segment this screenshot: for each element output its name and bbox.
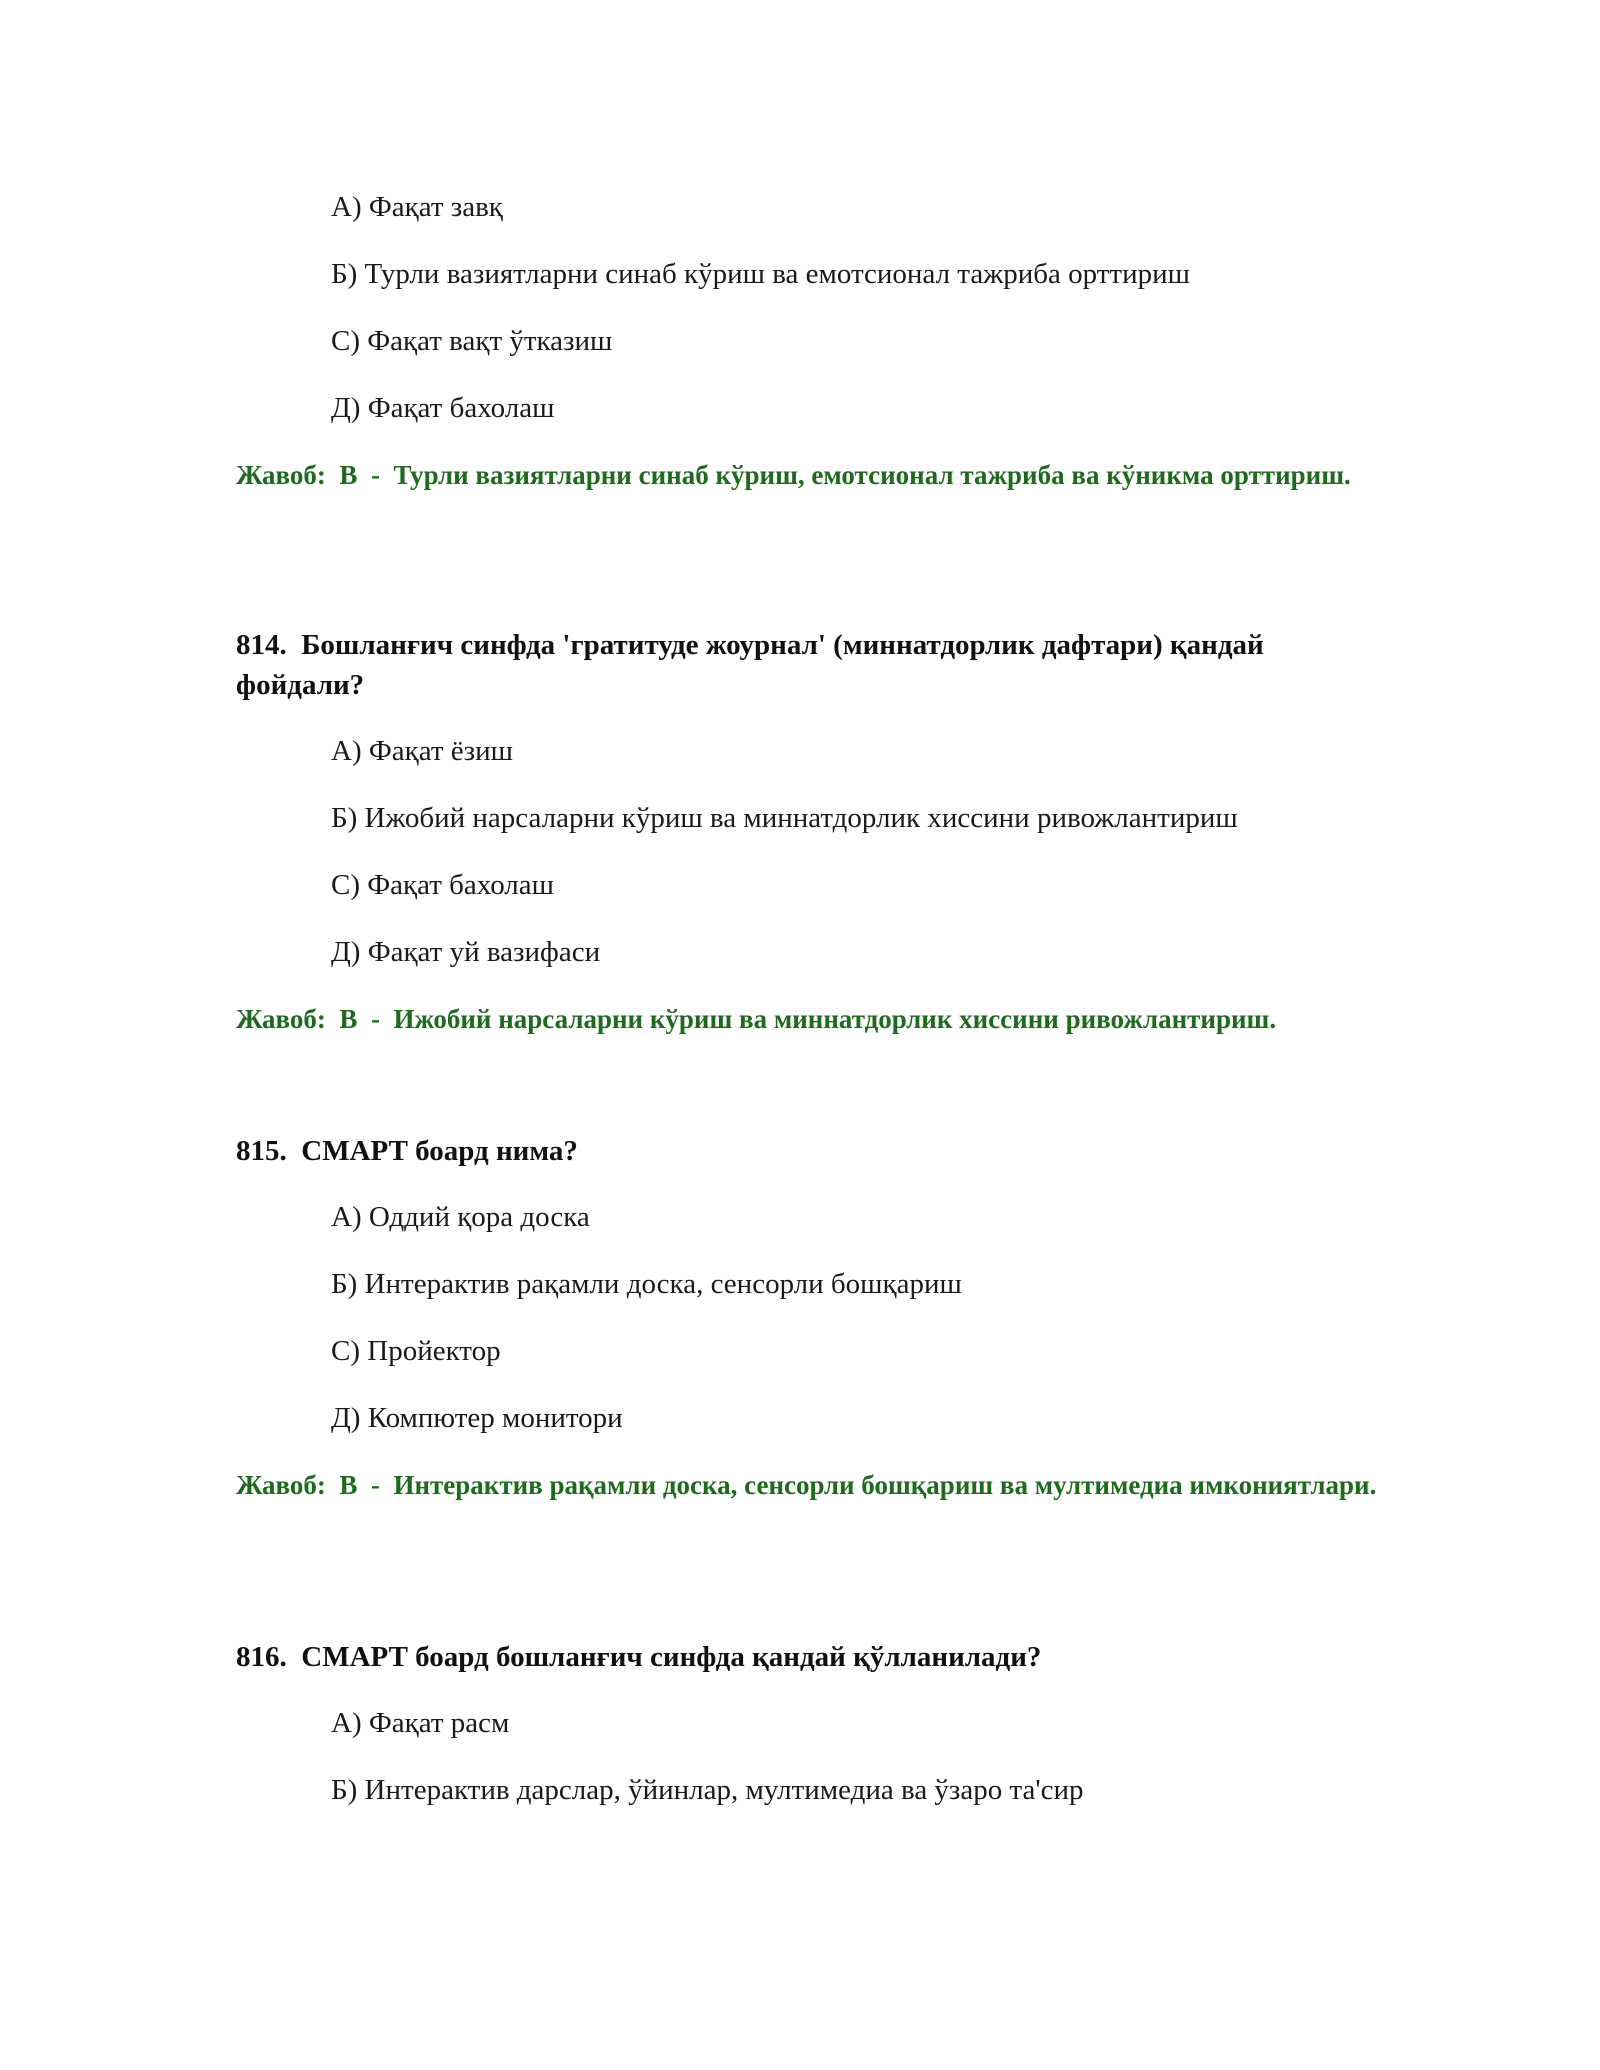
option-a: А) Фақат завқ [331, 191, 503, 223]
option-a: А) Фақат ёзиш [331, 735, 513, 767]
question-816 [236, 1637, 1386, 1677]
option-b: Б) Интерактив рақамли доска, сенсорли бошқариш [331, 1268, 962, 1300]
answer-letter: В [339, 1470, 358, 1500]
option-a: А) Фақат расм [331, 1707, 510, 1739]
option-d: Д) Фақат уй вазифаси [331, 936, 601, 968]
answer-813: Жавоб: В - Турли вазиятларни синаб кўриш, емотсионал тажриба ва кўникма орттириш. [236, 460, 1351, 490]
question-number: 816. [236, 1641, 287, 1673]
question-number: 815. [236, 1135, 287, 1167]
option-b: Б) Турли вазиятларни синаб кўриш ва емотсионал тажриба орттириш [331, 258, 1190, 290]
answer-label: Жавоб: [236, 1470, 326, 1500]
answer-letter: В [339, 460, 358, 490]
question-text: Бошланғич синфда 'гратитуде жоурнал' (миннатдорлик дафтари) қандай фойдали? [236, 629, 1264, 701]
option-c: С) Фақат вақт ўтказиш [331, 325, 613, 357]
question-text: СМАРТ боард бошланғич синфда қандай қўлланилади? [301, 1641, 1042, 1673]
option-d: Д) Фақат бахолаш [331, 392, 555, 424]
answer-815: Жавоб: В - Интерактив рақамли доска, сенсорли бошқариш ва мултимедиа имкониятлари. [236, 1470, 1377, 1500]
question-number: 814. [236, 629, 287, 661]
question-814 [236, 625, 1386, 705]
option-c: С) Пройектор [331, 1335, 501, 1367]
question-815 [236, 1131, 1386, 1171]
option-b: Б) Ижобий нарсаларни кўриш ва миннатдорлик хиссини ривожлантириш [331, 802, 1238, 834]
answer-text: Ижобий нарсаларни кўриш ва миннатдорлик хиссини ривожлантириш. [393, 1004, 1277, 1034]
answer-letter: В [339, 1004, 358, 1034]
option-a: А) Оддий қора доска [331, 1201, 590, 1233]
answer-label: Жавоб: [236, 1004, 326, 1034]
option-b: Б) Интерактив дарслар, ўйинлар, мултимедиа ва ўзаро та'сир [331, 1774, 1084, 1806]
question-text: СМАРТ боард нима? [301, 1135, 578, 1167]
answer-814: Жавоб: В - Ижобий нарсаларни кўриш ва миннатдорлик хиссини ривожлантириш. [236, 1004, 1277, 1034]
answer-label: Жавоб: [236, 460, 326, 490]
option-d: Д) Компютер монитори [331, 1402, 623, 1434]
answer-text: Турли вазиятларни синаб кўриш, емотсионал тажриба ва кўникма орттириш. [393, 460, 1351, 490]
answer-text: Интерактив рақамли доска, сенсорли бошқариш ва мултимедиа имкониятлари. [393, 1470, 1377, 1500]
option-c: С) Фақат бахолаш [331, 869, 554, 901]
